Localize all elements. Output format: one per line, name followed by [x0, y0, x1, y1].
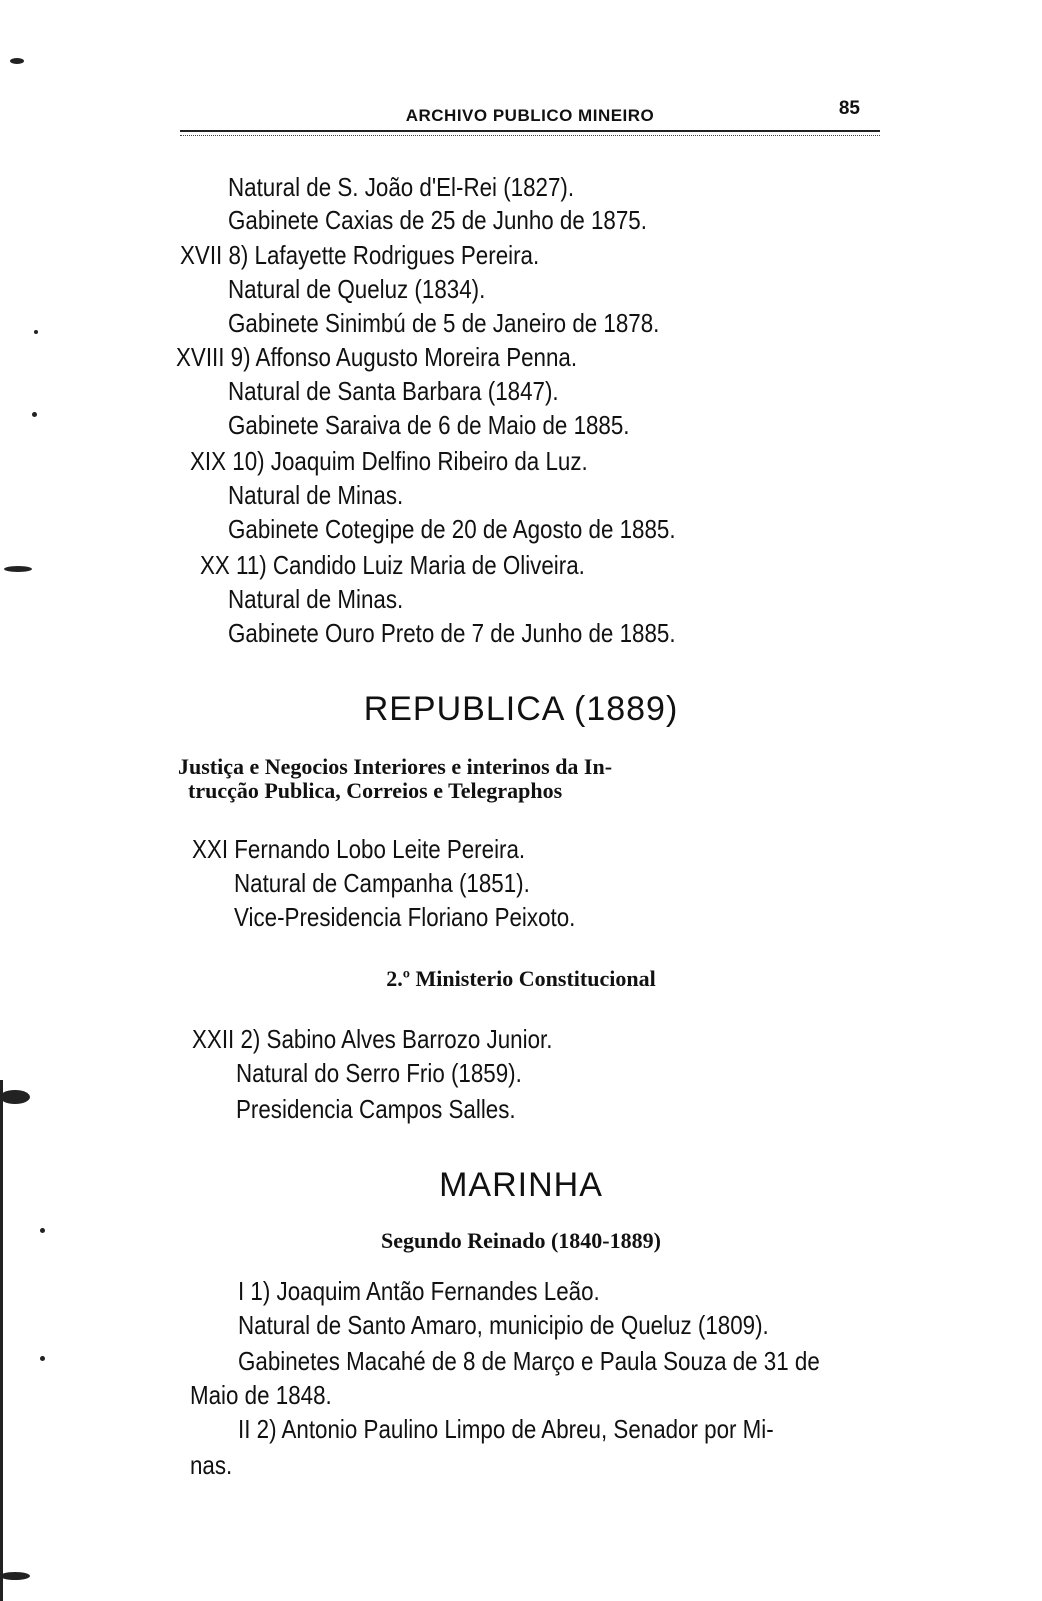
text-line: XXI Fernando Lobo Leite Pereira.	[192, 834, 526, 864]
subheading-line-1: Justiça e Negocios Interiores e interinos da In-	[178, 754, 613, 779]
text-line: Natural de Queluz (1834).	[228, 274, 486, 304]
scan-speck	[4, 566, 32, 572]
header-rule	[180, 130, 880, 136]
text-line: II 2) Antonio Paulino Limpo de Abreu, Senador por Mi-	[238, 1414, 774, 1444]
scan-speck	[34, 330, 38, 334]
text-line: Presidencia Campos Salles.	[236, 1094, 516, 1124]
text-line: Natural de Minas.	[228, 584, 404, 614]
text-line: Gabinete Ouro Preto de 7 de Junho de 1885.	[228, 618, 676, 648]
text-line: XX 11) Candido Luiz Maria de Oliveira.	[200, 550, 585, 580]
section-heading-republica: REPUBLICA (1889)	[363, 690, 679, 728]
text-line: Gabinetes Macahé de 8 de Março e Paula Souza de 31 de	[238, 1346, 820, 1376]
scan-speck	[10, 58, 24, 64]
text-line: Gabinete Sinimbú de 5 de Janeiro de 1878.	[228, 308, 660, 338]
text-line: nas.	[190, 1450, 233, 1480]
text-line: Natural de Minas.	[228, 480, 404, 510]
scan-speck	[0, 1572, 30, 1580]
scan-speck	[40, 1228, 45, 1233]
section-heading-ministerio: 2.º Ministerio Constitucional	[386, 966, 656, 991]
text-line: Vice-Presidencia Floriano Peixoto.	[234, 902, 576, 932]
scan-speck	[0, 1090, 30, 1104]
text-line: I 1) Joaquim Antão Fernandes Leão.	[238, 1276, 600, 1306]
subheading-line-2: trucção Publica, Correios e Telegraphos	[188, 778, 563, 803]
scan-speck	[32, 412, 37, 417]
scan-edge	[0, 1080, 3, 1601]
text-line: Natural do Serro Frio (1859).	[236, 1058, 522, 1088]
text-line: XVII 8) Lafayette Rodrigues Pereira.	[180, 240, 540, 270]
text-line: Natural de S. João d'El-Rei (1827).	[228, 172, 575, 202]
scan-speck	[40, 1356, 45, 1361]
text-line: Gabinete Cotegipe de 20 de Agosto de 1885.	[228, 514, 676, 544]
page-header	[180, 94, 880, 134]
running-title: ARCHIVO PUBLICO MINEIRO	[405, 106, 655, 125]
text-line: Maio de 1848.	[190, 1380, 332, 1410]
text-line: Gabinete Caxias de 25 de Junho de 1875.	[228, 205, 647, 235]
text-line: XVIII 9) Affonso Augusto Moreira Penna.	[176, 342, 578, 372]
text-line: Natural de Campanha (1851).	[234, 868, 530, 898]
subheading-segundo-reinado: Segundo Reinado (1840-1889)	[381, 1228, 661, 1253]
section-heading-marinha: MARINHA	[439, 1166, 603, 1204]
text-line: XIX 10) Joaquim Delfino Ribeiro da Luz.	[190, 446, 588, 476]
text-line: Gabinete Saraiva de 6 de Maio de 1885.	[228, 410, 630, 440]
text-line: Natural de Santo Amaro, municipio de Queluz (1809).	[238, 1310, 769, 1340]
page-number: 85	[838, 98, 860, 119]
text-line: XXII 2) Sabino Alves Barrozo Junior.	[192, 1024, 553, 1054]
text-line: Natural de Santa Barbara (1847).	[228, 376, 559, 406]
